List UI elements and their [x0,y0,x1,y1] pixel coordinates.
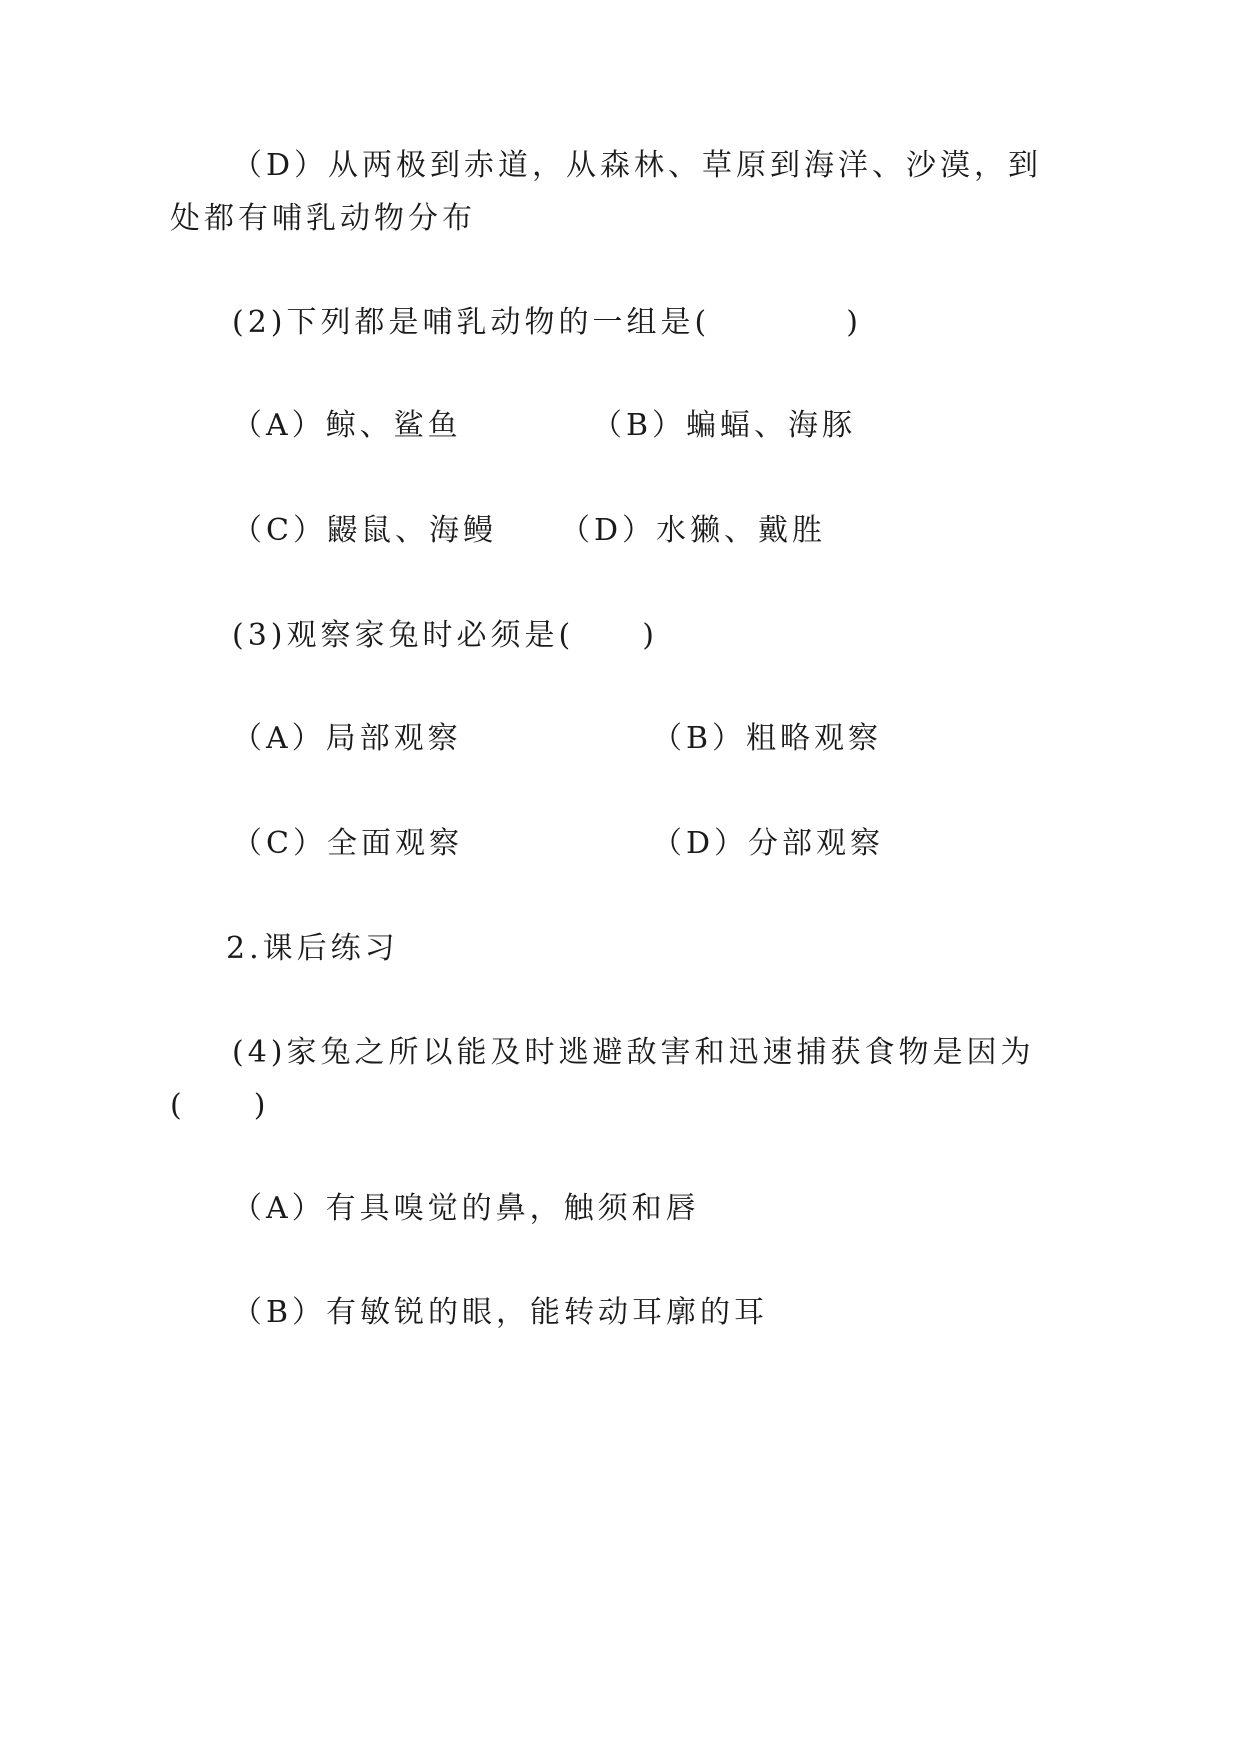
q3-stem: (3)观察家兔时必须是( ) [232,618,658,653]
q2-option-c: （C）鼹鼠、海鳗 [232,513,497,548]
q3-option-d: （D）分部观察 [652,826,885,861]
q1-option-d-line2: 处都有哺乳动物分布 [170,201,476,236]
q3-option-a: （A）局部观察 [232,721,462,756]
section2-heading: 2.课后练习 [226,931,399,966]
q2-option-a: （A）鲸、鲨鱼 [232,408,462,443]
q4-option-b: （B）有敏锐的眼，能转动耳廓的耳 [232,1295,769,1330]
q2-option-b: （B）蝙蝠、海豚 [592,408,857,443]
q4-stem-line1: (4)家兔之所以能及时逃避敌害和迅速捕获食物是因为 [232,1035,1035,1070]
q2-stem: (2)下列都是哺乳动物的一组是( ) [232,305,862,340]
q4-option-a: （A）有具嗅觉的鼻，触须和唇 [232,1191,700,1226]
q3-option-c: （C）全面观察 [232,826,463,861]
q3-option-b: （B）粗略观察 [652,721,883,756]
q4-stem-line2: ( ) [170,1088,270,1123]
q1-option-d-line1: （D）从两极到赤道，从森林、草原到海洋、沙漠，到 [232,148,1043,183]
q2-option-d: （D）水獭、戴胜 [560,513,827,548]
